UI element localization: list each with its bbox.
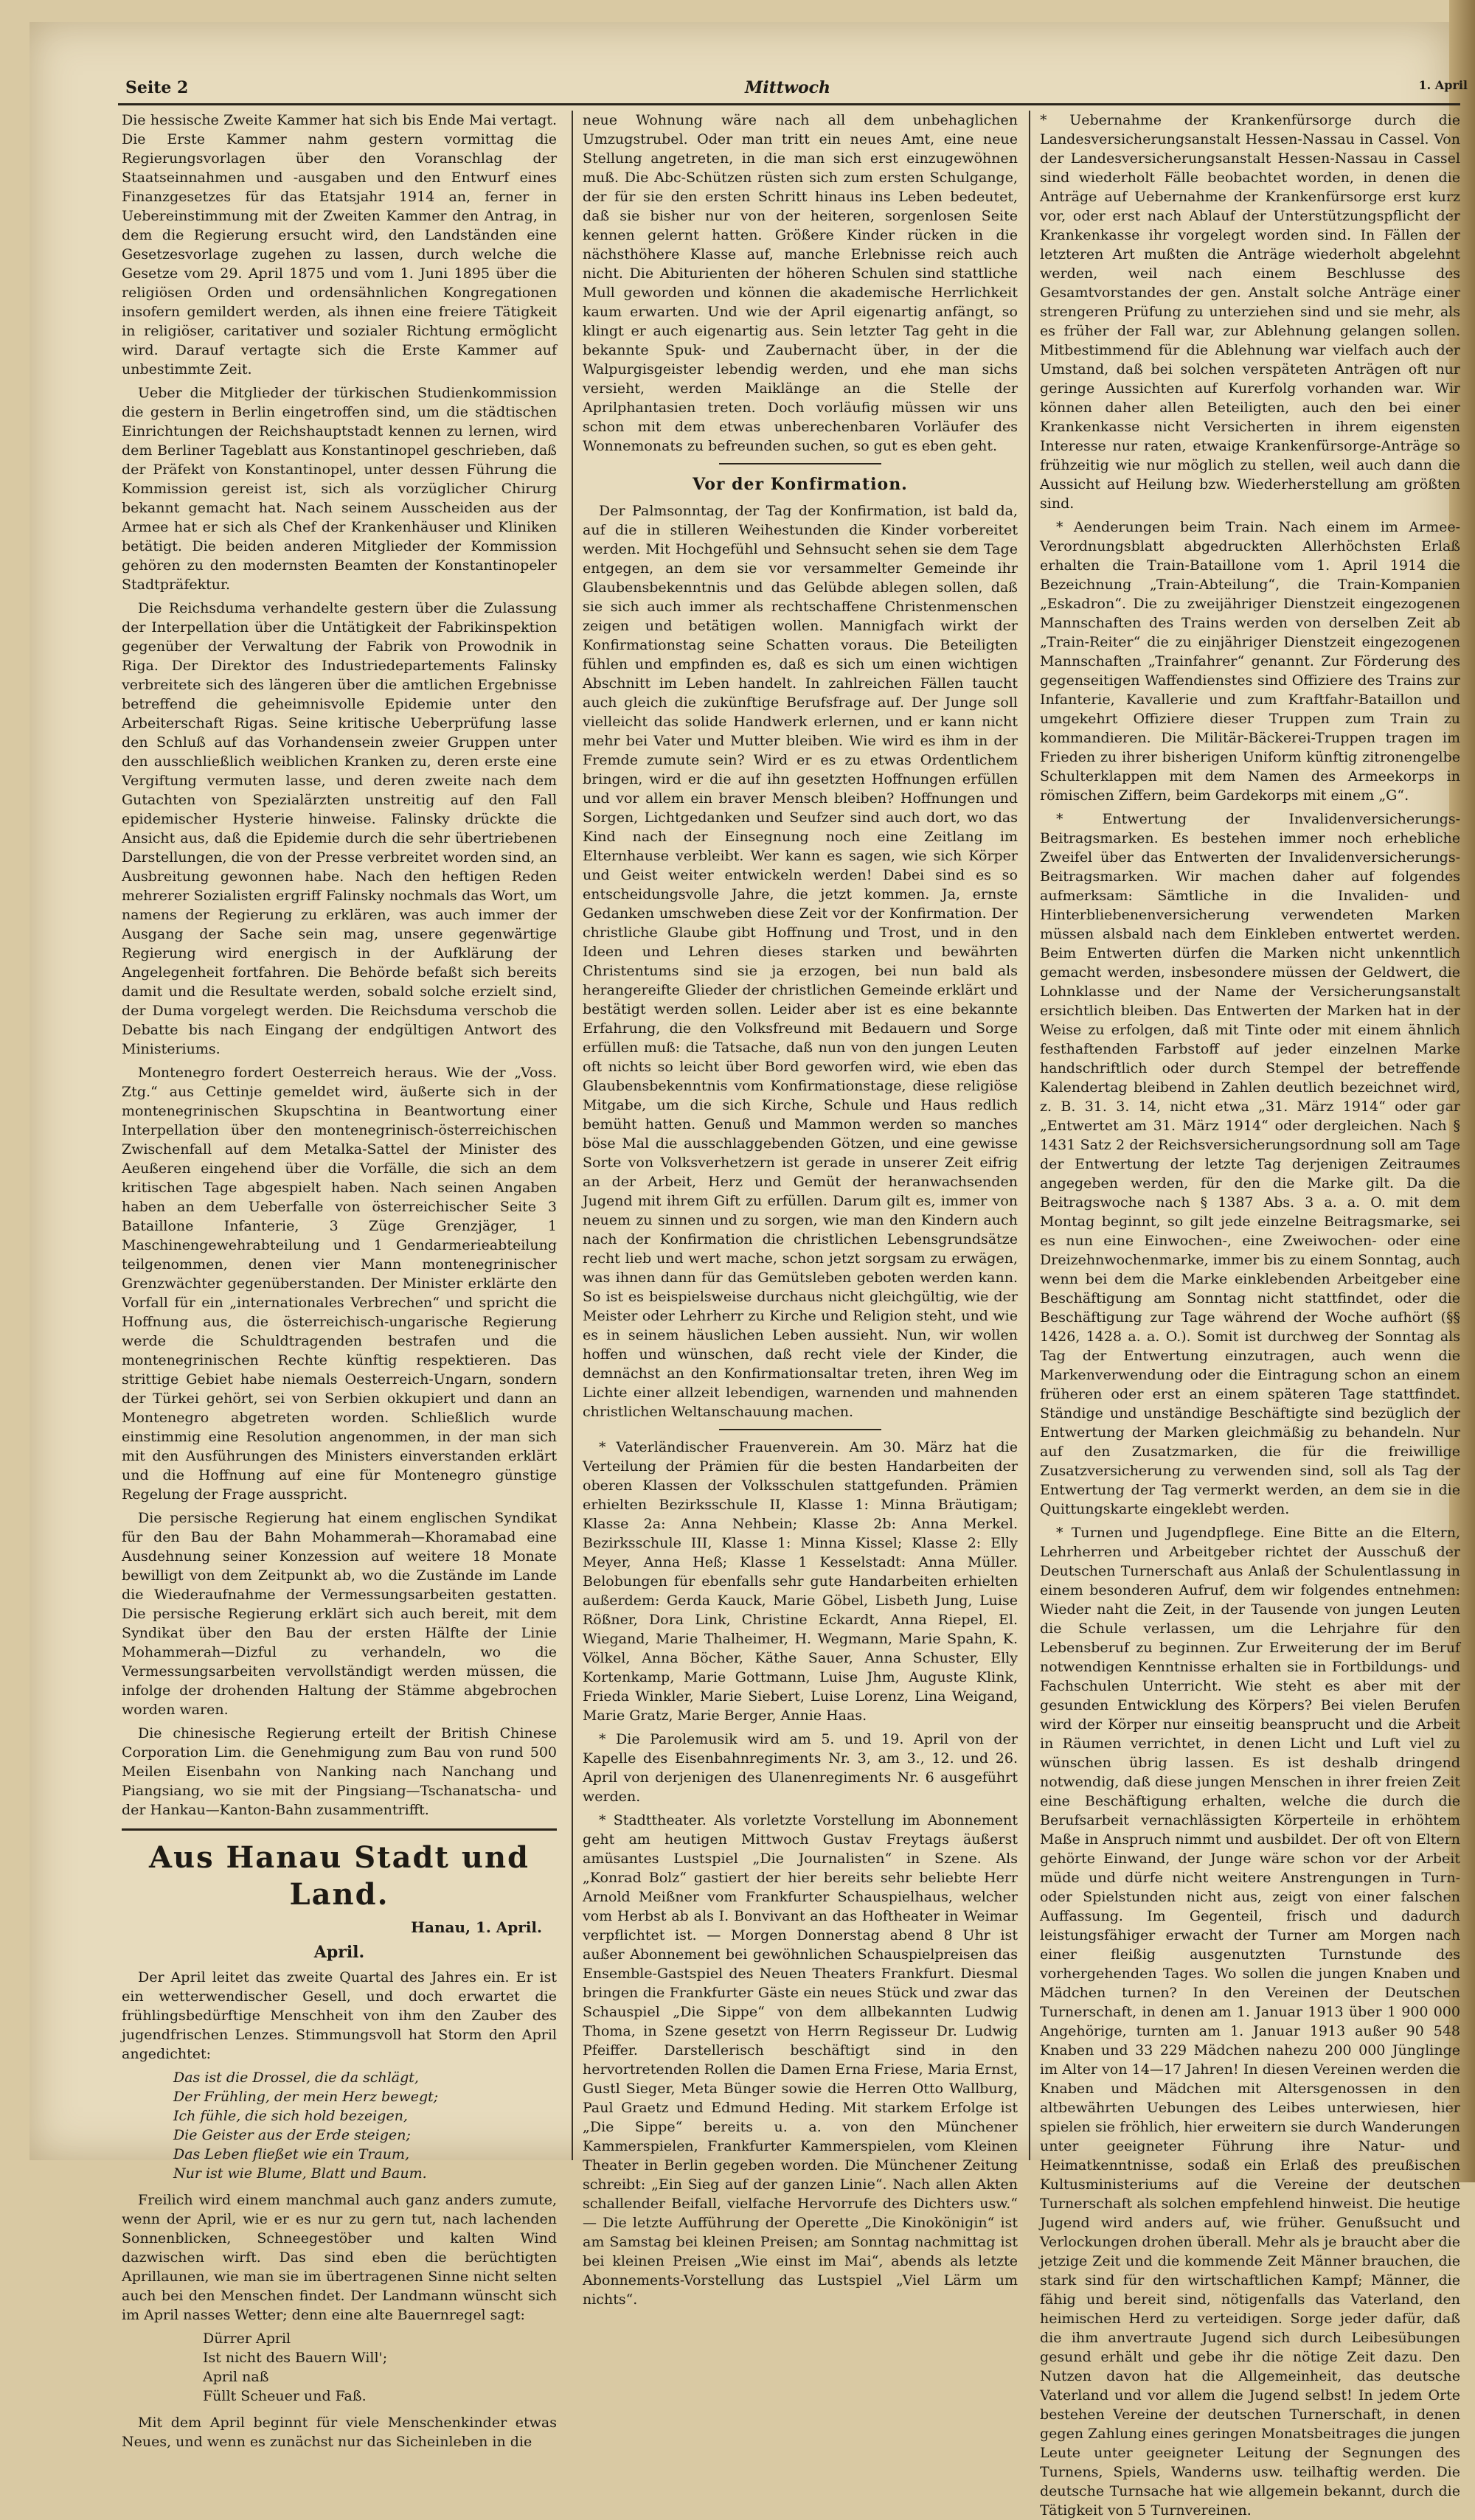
april-intro: Der April leitet das zweite Quartal des Jahres ein. Er ist ein wetterwendischer Gesell, und doch erwartet die frühlingsbedürftige Menschheit von ihm den Zauber des jugendfrischen Lenzes. Stimmungsvoll hat Storm den April angedichtet: [122, 1969, 557, 2062]
article-duma: Die Reichsduma verhandelte gestern über die Zulassung der Interpellation über die Untätigkeit der Fabrikinspektion gegenüber der Verwaltung der Fabrik von Prowodnik in Riga. Der Direktor des Industriedepartements Falinsky verbreitete sich des längeren über die amtlichen Ergebnisse betreffend die geheimnisvolle Epidemie unter den Arbeiterschaft Rigas. Seine kritische Ueberprüfung lasse den Schluß auf das Vorhandensein zweier Gruppen unter den ausschließlich weiblichen Kranken zu, deren erste eine Vergiftung vermuten lasse, und deren zweite nach dem Gutachten von Spezialärzten unstreitig auf den Fall epidemischer Hysterie hinweise. Falinsky drückte die Ansicht aus, daß die Epidemie durch die sehr übertriebenen Darstellungen, die von der Presse verbreitet worden sind, an Ausbreitung gewonnen habe. Nach den heftigen Reden mehrerer Sozialisten ergriff Falinsky nochmals das Wort, um namens der Regierung zu erklären, was auch immer der Ausgang der Sache sein mag, unsere gegenwärtige Regierung wird energisch in der Aufklärung der Angelegenheit fortfahren. Die Behörde befaßt sich bereits damit und die Resultate werden, sobald solche erzielt sind, der Duma vorgelegt werden. Die Reichsduma verschob die Debatte bis nach Eingang der endgültigen Antwort des Ministeriums. [122, 600, 557, 1057]
april-heading: April. [313, 1943, 365, 1962]
poem-line: Füllt Scheuer und Faß. [203, 2388, 367, 2404]
column-2 [583, 111, 1018, 2308]
header-date: 1. April [1418, 78, 1468, 92]
poem-line: Ist nicht des Bauern Will'; [203, 2350, 388, 2366]
poem-line: Der Frühling, der mein Herz bewegt; [173, 2089, 439, 2105]
weekday-title: Mittwoch [745, 78, 831, 97]
bauernregel [203, 2329, 557, 2406]
article-persisch: Die persische Regierung hat einem englischen Syndikat für den Bau der Bahn Mohammerah—Khoramabad eine Ausdehnung seiner Konzession auf weitere 18 Monate bewilligt von dem Zeitpunkt ab, wo die Zustände im Lande die Wiederaufnahme der Vermessungsarbeiten gestatten. Die persische Regierung erklärt sich auch bereit, mit dem Syndikat über den Bau der ersten Hälfte der Linie Mohammerah—Dizful zu verhandeln, wo die Vermessungsarbeiten vervollständigt werden müssen, die infolge der drohenden Haltung der Stämme abgebrochen worden waren. [122, 1510, 557, 1718]
article-invalidenmarken: * Entwertung der Invalidenversicherungs-Beitragsmarken. Es bestehen immer noch erhebliche Zweifel über das Entwerten der Invalidenversicherungs-Beitragsmarken. Wir machen daher auf folgendes aufmerksam: Sämtliche in die Invaliden- und Hinterbliebenenversicherung verwendeten Marken müssen alsbald nach dem Einkleben entwertet werden. Beim Entwerten dürfen die Marken nicht unkenntlich gemacht werden, insbesondere müssen der Geldwert, die Lohnklasse und der Name der Versicherungsanstalt ersichtlich bleiben. Das Entwerten der Marken hat in der Weise zu erfolgen, daß mit Tinte oder mit einem ähnlich festhaftenden Farbstoff auf jeder einzelnen Marke handschriftlich oder durch Stempel der betreffende Kalendertag bleibend in Zahlen deutlich bezeichnet wird, z. B. 31. 3. 14, nicht etwa „31. März 1914“ oder gar „Entwertet am 31. März 1914“ oder dergleichen. Nach § 1431 Satz 2 der Reichsversicherungsordnung soll am Tage der Entwertung der letzte Tag derjenigen Zeitraumes angegeben werden, für den die Marke gilt. Da die Beitragswoche nach § 1387 Abs. 3 a. a. O. mit dem Montag beginnt, so gilt jede einzelne Beitragsmarke, sei es nun eine Einwochen-, eine Zweiwochen- oder eine Dreizehnwochenmarke, immer bis zu einem Sonntag, auch wenn bei dem die Marke einklebenden Arbeitgeber eine Beschäftigung am Sonntag nicht stattfindet, oder die Beschäftigung zur Tage während der Woche aufhört (§§ 1426, 1428 a. a. O.). Somit ist durchweg der Sonntag als Tag der Entwertung einzutragen, auch wenn die Markenverwendung oder die Eintragung schon an einem früheren oder erst an einem späteren Tage stattfindet. Ständige und unständige Beschäftigte sind bezüglich der Entwertung der Marken gleichmäßig zu behandeln. Nur auf den Zusatzmarken, die für die freiwillige Zusatzversicherung zu verwenden sind, soll als Tag der Entwertung der Tag vermerkt werden, an dem sie in die Quittungskarte eingeklebt werden. [1040, 811, 1460, 1517]
article-kammer: Die hessische Zweite Kammer hat sich bis Ende Mai vertagt. Die Erste Kammer nahm gestern vormittag die Regierungsvorlagen über den Voranschlag der Staatseinnahmen und -ausgaben und den Entwurf eines Finanzgesetzes für das Etatsjahr 1914 an, ferner in Uebereinstimmung mit der Zweiten Kammer den Antrag, in dem die Regierung ersucht wird, den Landständen eine Gesetzesvorlage zugehen zu lassen, durch welche die Gesetze vom 29. April 1875 und vom 1. Juni 1895 über die religiösen Orden und ordensähnlichen Kongregationen insofern gemildert werden, als ihnen eine freiere Tätigkeit in religiöser, caritativer und sozialer Richtung ermöglicht wird. Darauf vertagte sich die Erste Kammer auf unbestimmte Zeit. [122, 112, 557, 377]
short-rule [719, 1429, 881, 1430]
article-frauenverein: * Vaterländischer Frauenverein. Am 30. März hat die Verteilung der Prämien für die besten Handarbeiten der oberen Klassen der Volksschulen stattgefunden. Prämien erhielten Bezirksschule II, Klasse 1: Minna Bräutigam; Klasse 2a: Anna Nehbein; Klasse 2b: Anna Merkel. Bezirksschule III, Klasse 1: Minna Kissel; Klasse 2: Elly Meyer, Anna Heß; Klasse 1 Kesselstadt: Anna Müller. Belobungen für ebenfalls sehr gute Handarbeiten erhielten außerdem: Gerda Kauck, Marie Göbel, Lisbeth Jung, Luise Rößner, Dora Link, Christine Eckardt, Anna Riepel, El. Wiegand, Marie Thalheimer, H. Wegmann, Marie Spahn, K. Völkel, Anna Böcher, Käthe Sauer, Anna Schuster, Elly Kortenkamp, Marie Gottmann, Luise Jhm, Auguste Klink, Frieda Winkler, Marie Siebert, Luise Lorenz, Lina Weigand, Marie Gratz, Marie Berger, Annie Haas. [583, 1439, 1018, 1724]
short-rule [719, 463, 881, 464]
page-header [111, 74, 1468, 103]
page-number: Seite 2 [125, 78, 189, 97]
article-tuerkisch: Ueber die Mitglieder der türkischen Studienkommission die gestern in Berlin eingetroffen sind, um die städtischen Einrichtungen der Reichshauptstadt kennen zu lernen, wird dem Berliner Tageblatt aus Konstantinopel geschrieben, daß der Präfekt von Konstantinopel, unter dessen Führung die Kommission gereist ist, sich als vorzüglicher Chirurg bekannt gemacht hat. Nach seinem Ausscheiden aus der Armee hat er sich als Chef der Krankenhäuser und Kliniken betätigt. Die beiden anderen Mitglieder der Kommission gehören zu den modernsten Beamten der Konstantinopeler Stadtpräfektur. [122, 385, 557, 593]
article-krankenfuersorge: * Uebernahme der Krankenfürsorge durch die Landesversicherungsanstalt Hessen-Nassau in Cassel. Von der Landesversicherungsanstalt Hessen-Nassau in Cassel sind wiederholt Fälle beobachtet worden, in denen die Anträge auf Uebernahme der Krankenfürsorge erst kurz vor, oder erst nach Ablauf der Unterstützungspflicht der Krankenkasse ihr vorgelegt worden sind. In Fällen der letzteren Art mußten die Anträge wiederholt abgelehnt werden, weil nach einem Beschlusse des Gesamtvorstandes der gen. Anstalt solche Anträge einer strengeren Prüfung zu unterziehen sind und sie mehr, als es früher der Fall war, zur Ablehnung gelangen sollen. Mitbestimmend für die Ablehnung war vielfach auch der Umstand, daß bei solchen verspäteten Anträgen oft nur geringe Aussichten auf Kurerfolg vorhanden war. Wir können daher allen Beteiligten, auch den bei einer Krankenkasse nicht Versicherten in ihrem eigensten Interesse nur raten, etwaige Krankenfürsorge-Anträge so frühzeitig wie nur möglich zu stellen, weil auch dann die Aussicht auf Heilung bzw. Wiederherstellung am größten sind. [1040, 112, 1460, 512]
april-end: Mit dem April beginnt für viele Menschenkinder etwas Neues, und wenn es zunächst nur das Sicheinleben in die [122, 2415, 557, 2450]
article-chinesisch: Die chinesische Regierung erteilt der British Chinese Corporation Lim. die Genehmigung zum Bau von rund 500 Meilen Eisenbahn von Nanking nach Nanchang und Piangsiang, wo sie mit der Pingsiang—Tschanatscha- und der Hankau—Kanton-Bahn zusammentrifft. [122, 1725, 557, 1818]
poem-line: Nur ist wie Blume, Blatt und Baum. [173, 2165, 427, 2182]
column-rule-1 [572, 111, 573, 2160]
poem-line: Ich fühle, die sich hold bezeigen, [173, 2108, 408, 2124]
column-rule-2 [1029, 111, 1030, 2160]
article-konfirmation: Der Palmsonntag, der Tag der Konfirmation, ist bald da, auf die in stilleren Weihestunden die Kinder vorbereitet werden. Mit Hochgefühl und Sehnsucht sehen sie dem Tage entgegen, an dem sie vor versammelter Gemeinde ihr Glaubensbekenntnis und das Gelübde ablegen sollen, daß sie sich auch immer als rechtschaffene Christenmenschen zeigen und betätigen wollen. Mannigfach wirkt der Konfirmationstag seine Schatten voraus. Die Beteiligten fühlen und empfinden es, daß es sich um einen wichtigen Abschnitt im Leben handelt. In zahlreichen Fällen taucht auch gleich die zukünftige Berufsfrage auf. Der Junge soll vielleicht das solide Handwerk erlernen, und er kann nicht mehr bei Vater und Mutter bleiben. Wie wird es ihm in der Fremde zumute sein? Wird er es zu etwas Ordentlichem bringen, wird er die auf ihn gesetzten Hoffnungen erfüllen und vor allem ein braver Mensch bleiben? Hoffnungen und Sorgen, Lichtgedanken und Seufzer sind auch dort, wo das Kind nach der Einsegnung noch eine Zeitlang im Elternhause verbleibt. Wer kann es sagen, wie sich Körper und Geist weiter entwickeln werden! Dabei sind es so entscheidungsvolle Jahre, die jetzt kommen. Ja, ernste Gedanken umschweben diese Zeit vor der Konfirmation. Der christliche Glaube gibt Hoffnung und Trost, und in den Ideen und Lehren dieses starken und bewährten Christentums sind sie ja erzogen, bei nun bald als herangereifte Glieder der christlichen Gemeinde erklärt und bestätigt werden sollen. Leider aber ist es eine bekannte Erfahrung, die den Volksfreund mit Bedauern und Sorge erfüllen muß: die Tatsache, daß nun von den jungen Leuten oft nichts so leicht über Bord geworfen wird, wie eben das Glaubensbekenntnis vom Konfirmationstage, diese religiöse Mitgabe, um die sich Kirche, Schule und Haus redlich bemüht hatten. Genuß und Mammon werden so manches böse Mal die ausschlaggebenden Götzen, und eine gewisse Sorte von Volksverhetzern ist gerade in unserer Zeit eifrig an der Arbeit, Herz und Gemüt der heranwachsenden Jugend mit ihrem Gift zu erfüllen. Darum gilt es, immer von neuem zu sinnen und zu sorgen, wie man den Kindern auch nach der Konfirmation die christlichen Lebensgrundsätze recht lieb und wert mache, schon jetzt sorgsam zu erwägen, was ihnen dann für das Gemütsleben geboten werden kann. So ist es beispielsweise durchaus nicht gleichgültig, wie der Meister oder Lehrherr zu Kirche und Religion steht, und wie es in seinem häuslichen Leben aussieht. Nun, wir wollen hoffen und wünschen, daß recht viele der Kinder, die demnächst an den Konfirmationsaltar treten, ihren Weg im Lichte einer allzeit lebendigen, warnenden und mahnenden christlichen Weltanschauung machen. [583, 503, 1018, 1420]
section-title: Aus Hanau Stadt und Land. [148, 1840, 530, 1912]
column-1 [122, 111, 557, 2450]
article-turnen: * Turnen und Jugendpflege. Eine Bitte an die Eltern, Lehrherren und Arbeitgeber richtet der Ausschuß der Deutschen Turnerschaft aus Anlaß der Schulentlassung in einem besonderen Aufruf, dem wir folgendes entnehmen: Wieder naht die Zeit, in der Tausende von jungen Leuten die Schule verlassen, um die Lehrjahre für den Lebensberuf zu beginnen. Zur Erweiterung der im Beruf notwendigen Kenntnisse erhalten sie in Fortbildungs- und Fachschulen Unterricht. Wie steht es aber mit der gesunden Entwicklung des Körpers? Bei vielen Berufen wird der Körper nur einseitig beansprucht und die Arbeit in Räumen verrichtet, in denen Licht und Luft viel zu wünschen übrig lassen. Es ist deshalb dringend notwendig, daß diese jungen Menschen in ihrer freien Zeit eine Beschäftigung erhalten, welche die durch die Berufsarbeit vernachlässigten Körperteile in erhöhtem Maße in Anspruch nimmt und ausbildet. Der oft von Eltern gehörte Einwand, der Junge wäre schon vor der Arbeit müde und dürfe nicht weitere Anstrengungen in Turn- oder Spielstunden nicht aus, zeigt von einer falschen Auffassung. Im Gegenteil, frisch und dadurch leistungsfähiger erwacht der Turner am Morgen nach einer fleißig ausgenutzten Turnstunde des vorhergehenden Tages. Wo sollen die jungen Knaben und Mädchen turnen? In den Vereinen der Deutschen Turnerschaft, in denen am 1. Januar 1913 über 1 900 000 Angehörige, turnten am 1. Januar 1913 außer 90 548 Knaben und 33 229 Mädchen nahezu 200 000 Jünglinge im Alter von 14—17 Jahren! In diesen Vereinen werden die Knaben und Mädchen mit Altersgenossen in den altbewährten Uebungen des Leibes unterwiesen, hier spielen sie fröhlich, hier erweitern sie durch Wanderungen unter geeigneter Führung ihre Natur- und Heimatkenntnisse, sodaß ein Erlaß des preußischen Kultusministeriums auf die Vereine der deutschen Turnerschaft als solchen empfehlend hinweist. Die heutige Jugend wird anders auf, wie früher. Genußsucht und Verlockungen drohen überall. Mehr als je braucht aber die jetzige Zeit und die kommende Zeit Männer brauchen, die stark sind für den wirtschaftlichen Kampf; Männer, die fähig und bereit sind, nötigenfalls das Vaterland, den heimischen Herd zu verteidigen. Sorge jeder dafür, daß die ihm anvertraute Jugend sich durch Leibesübungen gesund erhält und gebe ihr die nötige Zeit dazu. Den Nutzen davon hat die Allgemeinheit, das deutsche Vaterland und vor allem die Jugend selbst! In jedem Orte bestehen Vereine der deutschen Turnerschaft, in denen gegen Zahlung eines geringen Monatsbeitrages die jungen Leute unter geeigneter Leitung der Segnungen des Turnens, Spiels, Wanderns usw. teilhaftig werden. Die deutsche Turnsache hat wie allgemein bekannt, durch die Tätigkeit von 5 Turnvereinen. [1040, 1525, 1460, 2519]
poem-line: Das ist die Drossel, die da schlägt, [173, 2070, 419, 2086]
header-rule [118, 103, 1460, 105]
dateline: Hanau, 1. April. [411, 1918, 542, 1936]
poem-line: April naß [203, 2369, 269, 2385]
article-train: * Aenderungen beim Train. Nach einem im Armee-Verordnungsblatt abgedruckten Allerhöchsten Erlaß erhalten die Train-Bataillone vom 1. April 1914 die Bezeichnung „Train-Abteilung“, die Train-Kompanien „Eskadron“. Die zu zweijähriger Dienstzeit eingezogenen Mannschaften des Trains werden von derselben Zeit ab „Train-Reiter“ die zu einjähriger Dienstzeit eingezogenen Mannschaften „Trainfahrer“ genannt. Zur Förderung des gegenseitigen Waffendienstes sind Offiziere des Trains zur Infanterie, Kavallerie und zum Kraftfahr-Bataillon und umgekehrt Offiziere dieser Truppen zum Train zu kommandieren. Die Militär-Bäckerei-Truppen tragen im Frieden zu ihrer bisherigen Uniform künftig zitronengelbe Schulterklappen mit dem Namen des Armeekorps in römischen Ziffern, beim Gardekorps mit einem „G“. [1040, 519, 1460, 804]
poem-line: Die Geister aus der Erde steigen; [173, 2127, 411, 2143]
storm-poem [173, 2068, 557, 2183]
article-stadttheater: * Stadttheater. Als vorletzte Vorstellung im Abonnement geht am heutigen Mittwoch Gustav Freytags äußerst amüsantes Lustspiel „Die Journalisten“ in Szene. Als „Konrad Bolz“ gastiert der hier bereits sehr beliebte Herr Arnold Meißner vom Frankfurter Schauspielhaus, welcher vom Herbst ab als I. Bonvivant an das Hoftheater in Weimar verpflichtet ist. — Morgen Donnerstag abend 8 Uhr ist außer Abonnement bei gewöhnlichen Schauspielpreisen das Ensemble-Gastspiel des Neuen Theaters Frankfurt. Diesmal bringen die Frankfurter Gäste ein neues Stück und zwar das Schauspiel „Die Sippe“ von dem allbekannten Ludwig Thoma, in Szene gesetzt von Herrn Regisseur Dr. Ludwig Pfeiffer. Darstellerisch beschäftigt sind in den hervortretenden Rollen die Damen Erna Friese, Maria Ernst, Gustl Sieger, Meta Bünger sowie die Herren Otto Wallburg, Paul Graetz und Edmund Heding. Mit starkem Erfolge ist „Die Sippe“ bereits u. a. von den Münchener Kammerspielen, Frankfurter Kammerspielen, vom Kleinen Theater in Berlin gegeben worden. Die Münchener Zeitung schreibt: „Ein Sieg auf der ganzen Linie“. Nach allen Akten schallender Beifall, vielfache Hervorrufe des Dichters usw.“ — Die letzte Aufführung der Operette „Die Kinokönigin“ ist am Samstag bei kleinen Preisen; am Sonntag nachmittag ist bei kleinen Preisen „Wie einst im Mai“, abends als letzte Abonnements-Vorstellung das Lustspiel „Viel Lärm um nichts“. [583, 1812, 1018, 2308]
poem-line: Dürrer April [203, 2331, 291, 2347]
poem-line: Das Leben fließet wie ein Traum, [173, 2146, 410, 2162]
column-3 [1040, 111, 1460, 2519]
section-rule [122, 1828, 557, 1831]
konfirmation-title: Vor der Konfirmation. [693, 475, 908, 494]
april-middle: Freilich wird einem manchmal auch ganz anders zumute, wenn der April, wie er es nur zu gern tut, nach lachenden Sonnenblicken, Schneegestöber und kalten Wind dazwischen wirft. Das sind eben die berüchtigten Aprillaunen, wie man sie im übertragenen Sinne nicht selten auch bei den Menschen findet. Der Landmann wünscht sich im April nasses Wetter; denn eine alte Bauernregel sagt: [122, 2192, 557, 2323]
april-continued: neue Wohnung wäre nach all dem unbehaglichen Umzugstrubel. Oder man tritt ein neues Amt, eine neue Stellung angetreten, in die man sich erst einzugewöhnen muß. Die Abc-Schützen rüsten sich zum ersten Schulgange, der für sie den ersten Schritt hinaus ins Leben bedeutet, daß sie bisher nur von der heiteren, sorgenlosen Seite kennen gelernt hatten. Größere Kinder rücken in die nächsthöhere Klasse auf, manche Erlebnisse reich auch nicht. Die Abiturienten der höheren Schulen sind stattliche Mull geworden und können die akademische Herrlichkeit kaum erwarten. Und wie der April eigenartig anfängt, so klingt er auch eigenartig aus. Sein letzter Tag geht in die bekannte Spuk- und Zaubernacht über, in der die Walpurgisgeister lebendig werden, und ehe man sichs versieht, werden Maiklänge an die Stelle der Aprilphantasien treten. Doch vorläufig müssen wir uns schon mit dem etwas unberechenbaren Vorläufer des Wonnemonats zu befreunden suchen, so gut es eben geht. [583, 112, 1018, 454]
article-parolemusik: * Die Parolemusik wird am 5. und 19. April von der Kapelle des Eisenbahnregiments Nr. 3, am 3., 12. und 26. April von derjenigen des Ulanenregiments Nr. 6 ausgeführt werden. [583, 1731, 1018, 1805]
article-montenegro: Montenegro fordert Oesterreich heraus. Wie der „Voss. Ztg.“ aus Cettinje gemeldet wird, äußerte sich in der montenegrinischen Skupschtina in Beantwortung einer Interpellation über den montenegrinisch-österreichischen Zwischenfall auf dem Metalka-Sattel der Minister des Aeußeren eingehend über die Vorfälle, die sich an dem kritischen Tage abgespielt haben. Nach seinen Angaben haben an dem Ueberfalle von österreichischer Seite 3 Bataillone Infanterie, 3 Züge Grenzjäger, 1 Maschinengewehrabteilung und 1 Gendarmerieabteilung teilgenommen, denen vier Mann montenegrinischer Grenzwächter gegenüberstanden. Der Minister erklärte den Vorfall für ein „internationales Verbrechen“ und spricht die Hoffnung aus, die österreichisch-ungarische Regierung werde die Schuldtragenden bestrafen und die montenegrinischen Rechte künftig respektieren. Das strittige Gebiet habe niemals Oesterreich-Ungarn, sondern der Türkei gehört, sei von Serbien okkupiert und dann an Montenegro abgetreten worden. Schließlich wurde einstimmig eine Resolution angenommen, in der man sich mit den Ausführungen des Ministers einverstanden erklärt und die Hoffnung auf eine für Montenegro günstige Regelung der Frage ausspricht. [122, 1065, 557, 1503]
